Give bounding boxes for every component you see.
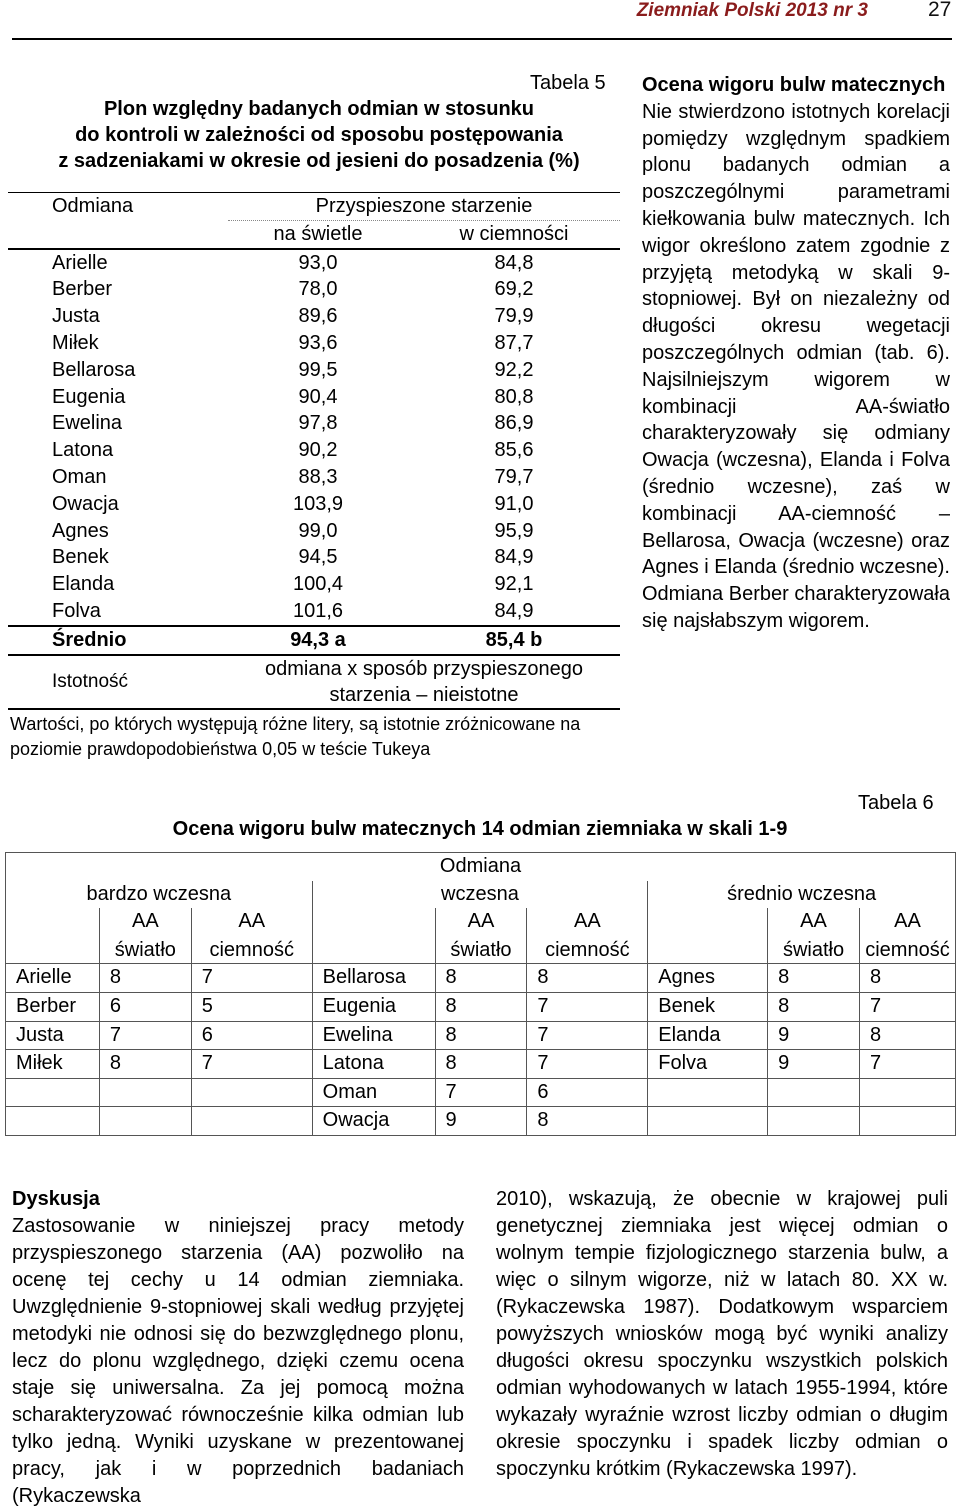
table6-light-score <box>99 1107 191 1136</box>
discussion-left-text: Zastosowanie w niniejszej pracy metody przyspieszonego starzenia (AA) pozwoliło na ocenę tej cechy u 14 odmian ziemniaka. Uwzględnienie 9-stopniowej skali według przyjętej metodyki nie odnosi się do bezwzględnego plonu, lecz do plonu względnego, dzięki czemu ocena staje się uniwersalna. Za jej pomocą można scharakteryzować równocześnie kilka odmian lub tylko jedną. Wyniki uzyskane w prezentowanej pracy, jak i w poprzednich badaniach (Rykaczewska <box>12 1215 464 1507</box>
table5-mean-label: Średnio <box>8 626 228 655</box>
table6-variety: Arielle <box>6 964 100 993</box>
table6-variety <box>6 1078 100 1107</box>
table6-variety: Miłek <box>6 1050 100 1079</box>
table6-variety: Benek <box>648 992 768 1021</box>
table5-variety: Miłek <box>52 331 99 354</box>
table6-light: światło <box>435 936 527 964</box>
table5-dark-value: 85,6 <box>494 439 534 462</box>
table6-group-early: wczesna <box>312 881 648 909</box>
table5-light-value: 100,4 <box>292 573 344 596</box>
table6-variety <box>648 1078 768 1107</box>
table5-variety: Agnes <box>52 519 109 542</box>
table6-light-score: 6 <box>99 992 191 1021</box>
vigor-section <box>642 72 950 635</box>
table6-variety: Ewelina <box>312 1021 435 1050</box>
table5-light-value: 90,4 <box>298 385 338 408</box>
table6-light-score: 7 <box>435 1078 527 1107</box>
table6-variety: Berber <box>6 992 100 1021</box>
table5-head-light: na świetle <box>228 220 408 248</box>
table6-aa: AA <box>435 908 527 936</box>
table6-light-score: 7 <box>99 1021 191 1050</box>
table6-variety: Elanda <box>648 1021 768 1050</box>
discussion-left <box>12 1186 464 1510</box>
table6-row <box>6 1107 956 1136</box>
table6-light-score: 8 <box>99 1050 191 1079</box>
table6-dark: ciemność <box>191 936 312 964</box>
table5-light-value: 93,6 <box>298 331 338 354</box>
table5-title-line: Plon względny badanych odmian w stosunku <box>103 98 535 120</box>
table6-light-score: 9 <box>435 1107 527 1136</box>
table5-variety: Justa <box>52 305 100 328</box>
table6-dark: ciemność <box>527 936 648 964</box>
table5-label: Tabela 5 <box>530 72 606 94</box>
table6-variety: Folva <box>648 1050 768 1079</box>
table5 <box>8 192 620 710</box>
table6-head-variety: Odmiana <box>6 853 956 881</box>
table5-light-value: 93,0 <box>228 249 408 277</box>
table6-dark-score: 8 <box>527 964 648 993</box>
table5-variety: Bellarosa <box>52 358 136 381</box>
table5-title-line: z sadzeniakami w okresie od jesieni do posadzenia (%) <box>58 150 580 172</box>
table6-row <box>6 964 956 993</box>
table5-mean-row <box>8 626 620 655</box>
table6-dark-score: 7 <box>191 1050 312 1079</box>
table6-dark-score: 7 <box>859 992 955 1021</box>
table5-light-value: 99,5 <box>298 358 338 381</box>
table5-variety: Oman <box>52 465 107 488</box>
table5-variety: Owacja <box>52 492 119 515</box>
table5-variety: Arielle <box>8 249 228 277</box>
table6-dark-score: 8 <box>527 1107 648 1136</box>
table5-light-value: 89,6 <box>298 305 338 328</box>
table6-dark-score: 8 <box>859 1021 955 1050</box>
table6-dark: ciemność <box>859 936 955 964</box>
table5-dark-value: 80,8 <box>494 385 534 408</box>
table6-dark-score: 7 <box>527 1021 648 1050</box>
table5-row <box>8 330 620 357</box>
table5-significance-line: starzenia – nieistotne <box>329 683 519 706</box>
table6-light-score: 8 <box>768 964 860 993</box>
table5-row <box>8 276 620 303</box>
table5-light-value: 78,0 <box>298 278 338 301</box>
table6-dark-score: 5 <box>191 992 312 1021</box>
table5-variety: Folva <box>52 599 101 622</box>
table6-group-medium-early: średnio wczesna <box>648 881 956 909</box>
table5-light-value: 103,9 <box>292 492 344 515</box>
table5-light-value: 99,0 <box>298 519 338 542</box>
table6-variety: Justa <box>6 1021 100 1050</box>
table6-light-score: 8 <box>435 1021 527 1050</box>
table5-row <box>8 598 620 626</box>
vigor-text: Nie stwierdzono istotnych korelacji pomiędzy względnym spadkiem plonu badanych odmian a poszczególnymi parametrami kiełkowania bulw matecznych. Ich wigor określono zatem zgodnie z przyjętą metodyką w skali 9-stopniowej. Był on niezależny od długości okresu wegetacji poszczególnych odmian (tab. 6). Najsilniejszym wigorem w kombinacji AA-światło charakteryzowały się odmiany Owacja (wczesna), Elanda i Folva (średnio wczesne), zaś w kombinacji AA-ciemność – Bellarosa, Owacja (wczesne) oraz Agnes i Elanda (średnio wczesne). Odmiana Berber charakteryzowała się najsłabszym wigorem. <box>642 100 950 632</box>
table5-light-value: 101,6 <box>292 599 344 622</box>
table5-row <box>8 491 620 518</box>
table5-variety: Ewelina <box>52 412 123 435</box>
table6-variety: Oman <box>312 1078 435 1107</box>
table6-light-score: 9 <box>768 1021 860 1050</box>
table5-row <box>8 518 620 545</box>
table5-mean-dark: 85,4 b <box>408 626 620 655</box>
table6-dark-score <box>191 1078 312 1107</box>
table6-dark-score: 7 <box>527 992 648 1021</box>
table6-variety <box>6 1107 100 1136</box>
table5-title <box>20 96 618 174</box>
table5-variety: Elanda <box>52 573 115 596</box>
journal-header: Ziemniak Polski 2013 nr 3 <box>636 0 868 21</box>
table6-group-very-early: bardzo wczesna <box>6 881 313 909</box>
table6-label: Tabela 6 <box>858 792 934 814</box>
table5-dark-value: 79,9 <box>494 305 534 328</box>
table6-dark-score: 8 <box>859 964 955 993</box>
table6-light-score: 8 <box>99 964 191 993</box>
table5-significance-line: odmiana x sposób przyspieszonego <box>265 657 583 680</box>
table5-title-line: do kontroli w zależności od sposobu postępowania <box>75 124 563 146</box>
table5-head-variety: Odmiana <box>8 193 228 221</box>
table6-aa: AA <box>191 908 312 936</box>
table5-dark-value: 91,0 <box>494 492 534 515</box>
table5-significance-value <box>228 655 620 709</box>
table5-row <box>8 410 620 437</box>
table6-light-score <box>768 1078 860 1107</box>
table5-variety: Berber <box>52 278 113 301</box>
table6-light-score <box>768 1107 860 1136</box>
table6-row <box>6 1021 956 1050</box>
table6-dark-score <box>859 1107 955 1136</box>
table6-variety <box>648 1107 768 1136</box>
table6 <box>5 852 956 1136</box>
table5-light-value: 94,5 <box>298 546 338 569</box>
table6-variety: Owacja <box>312 1107 435 1136</box>
table5-dark-value: 84,9 <box>494 546 534 569</box>
table6-dark-score <box>859 1078 955 1107</box>
table5-row <box>8 249 620 277</box>
table6-variety: Eugenia <box>312 992 435 1021</box>
table5-dark-value: 95,9 <box>494 519 534 542</box>
table6-dark-score: 6 <box>527 1078 648 1107</box>
table5-row <box>8 571 620 598</box>
table6-light-score: 8 <box>435 1050 527 1079</box>
table5-row <box>8 437 620 464</box>
table5-row <box>8 544 620 571</box>
table6-aa: AA <box>859 908 955 936</box>
table5-light-value: 90,2 <box>298 439 338 462</box>
table6-dark-score <box>191 1107 312 1136</box>
table6-light-score <box>99 1078 191 1107</box>
table5-note: Wartości, po których występują różne litery, są istotnie zróżnicowane na poziomie prawdopodobieństwa 0,05 w teście Tukeya <box>10 714 581 759</box>
header-rule <box>12 38 952 40</box>
table5-dark-value: 69,2 <box>494 278 534 301</box>
table6-row <box>6 1050 956 1079</box>
table5-dark-value: 87,7 <box>494 331 534 354</box>
table6-row <box>6 1078 956 1107</box>
table5-row <box>8 303 620 330</box>
table6-light: światło <box>99 936 191 964</box>
table5-variety: Latona <box>52 439 114 462</box>
discussion-heading: Dyskusja <box>12 1188 100 1210</box>
table5-dark-value: 86,9 <box>494 412 534 435</box>
table5-dark-value: 79,7 <box>494 465 534 488</box>
table6-variety: Latona <box>312 1050 435 1079</box>
table6-row <box>6 992 956 1021</box>
table5-variety: Benek <box>52 546 109 569</box>
table6-dark-score: 7 <box>859 1050 955 1079</box>
table5-significance-label: Istotność <box>8 655 228 709</box>
table6-light: światło <box>768 936 860 964</box>
page-number: 27 <box>928 0 952 21</box>
table5-significance-row <box>8 655 620 709</box>
table6-aa: AA <box>768 908 860 936</box>
table5-dark-value: 92,2 <box>494 358 534 381</box>
table6-variety: Bellarosa <box>312 964 435 993</box>
table5-row <box>8 357 620 384</box>
table5-dark-value: 84,8 <box>408 249 620 277</box>
table5-light-value: 97,8 <box>298 412 338 435</box>
table5-dark-value: 92,1 <box>494 573 534 596</box>
table5-head-dark: w ciemności <box>408 220 620 248</box>
table5-dark-value: 84,9 <box>494 599 534 622</box>
table5-mean-light: 94,3 a <box>228 626 408 655</box>
table5-row <box>8 464 620 491</box>
table6-variety: Agnes <box>648 964 768 993</box>
discussion-right-text: 2010), wskazują, że obecnie w krajowej puli genetycznej ziemniaka jest więcej odmian o wolnym tempie fizjologicznego starzenia bulw, a więc o silnym wigorze, niż w latach 80. XX w. (Rykaczewska 1987). Dodatkowym wsparciem powyższych wniosków mogą być wyniki analizy długości okresu spoczynku wszystkich polskich odmian wyhodowanych w latach 1955-1994, które wykazały wyraźnie wzrost liczby odmian o długim okresie spoczynku i spadek liczby odmian o spoczynku krótkim (Rykaczewska 1997). <box>496 1188 948 1480</box>
vigor-heading: Ocena wigoru bulw matecznych <box>642 74 946 96</box>
table5-light-value: 88,3 <box>298 465 338 488</box>
table6-title: Ocena wigoru bulw matecznych 14 odmian ziemniaka w skali 1-9 <box>172 818 788 840</box>
table6-light-score: 9 <box>768 1050 860 1079</box>
table5-head-group: Przyspieszone starzenie <box>228 193 620 221</box>
table6-aa: AA <box>527 908 648 936</box>
table5-variety: Eugenia <box>52 385 126 408</box>
table6-light-score: 8 <box>435 964 527 993</box>
table6-dark-score: 7 <box>191 964 312 993</box>
table6-light-score: 8 <box>435 992 527 1021</box>
table6-dark-score: 6 <box>191 1021 312 1050</box>
table6-aa: AA <box>99 908 191 936</box>
table6-dark-score: 7 <box>527 1050 648 1079</box>
table5-row <box>8 384 620 411</box>
table6-light-score: 8 <box>768 992 860 1021</box>
